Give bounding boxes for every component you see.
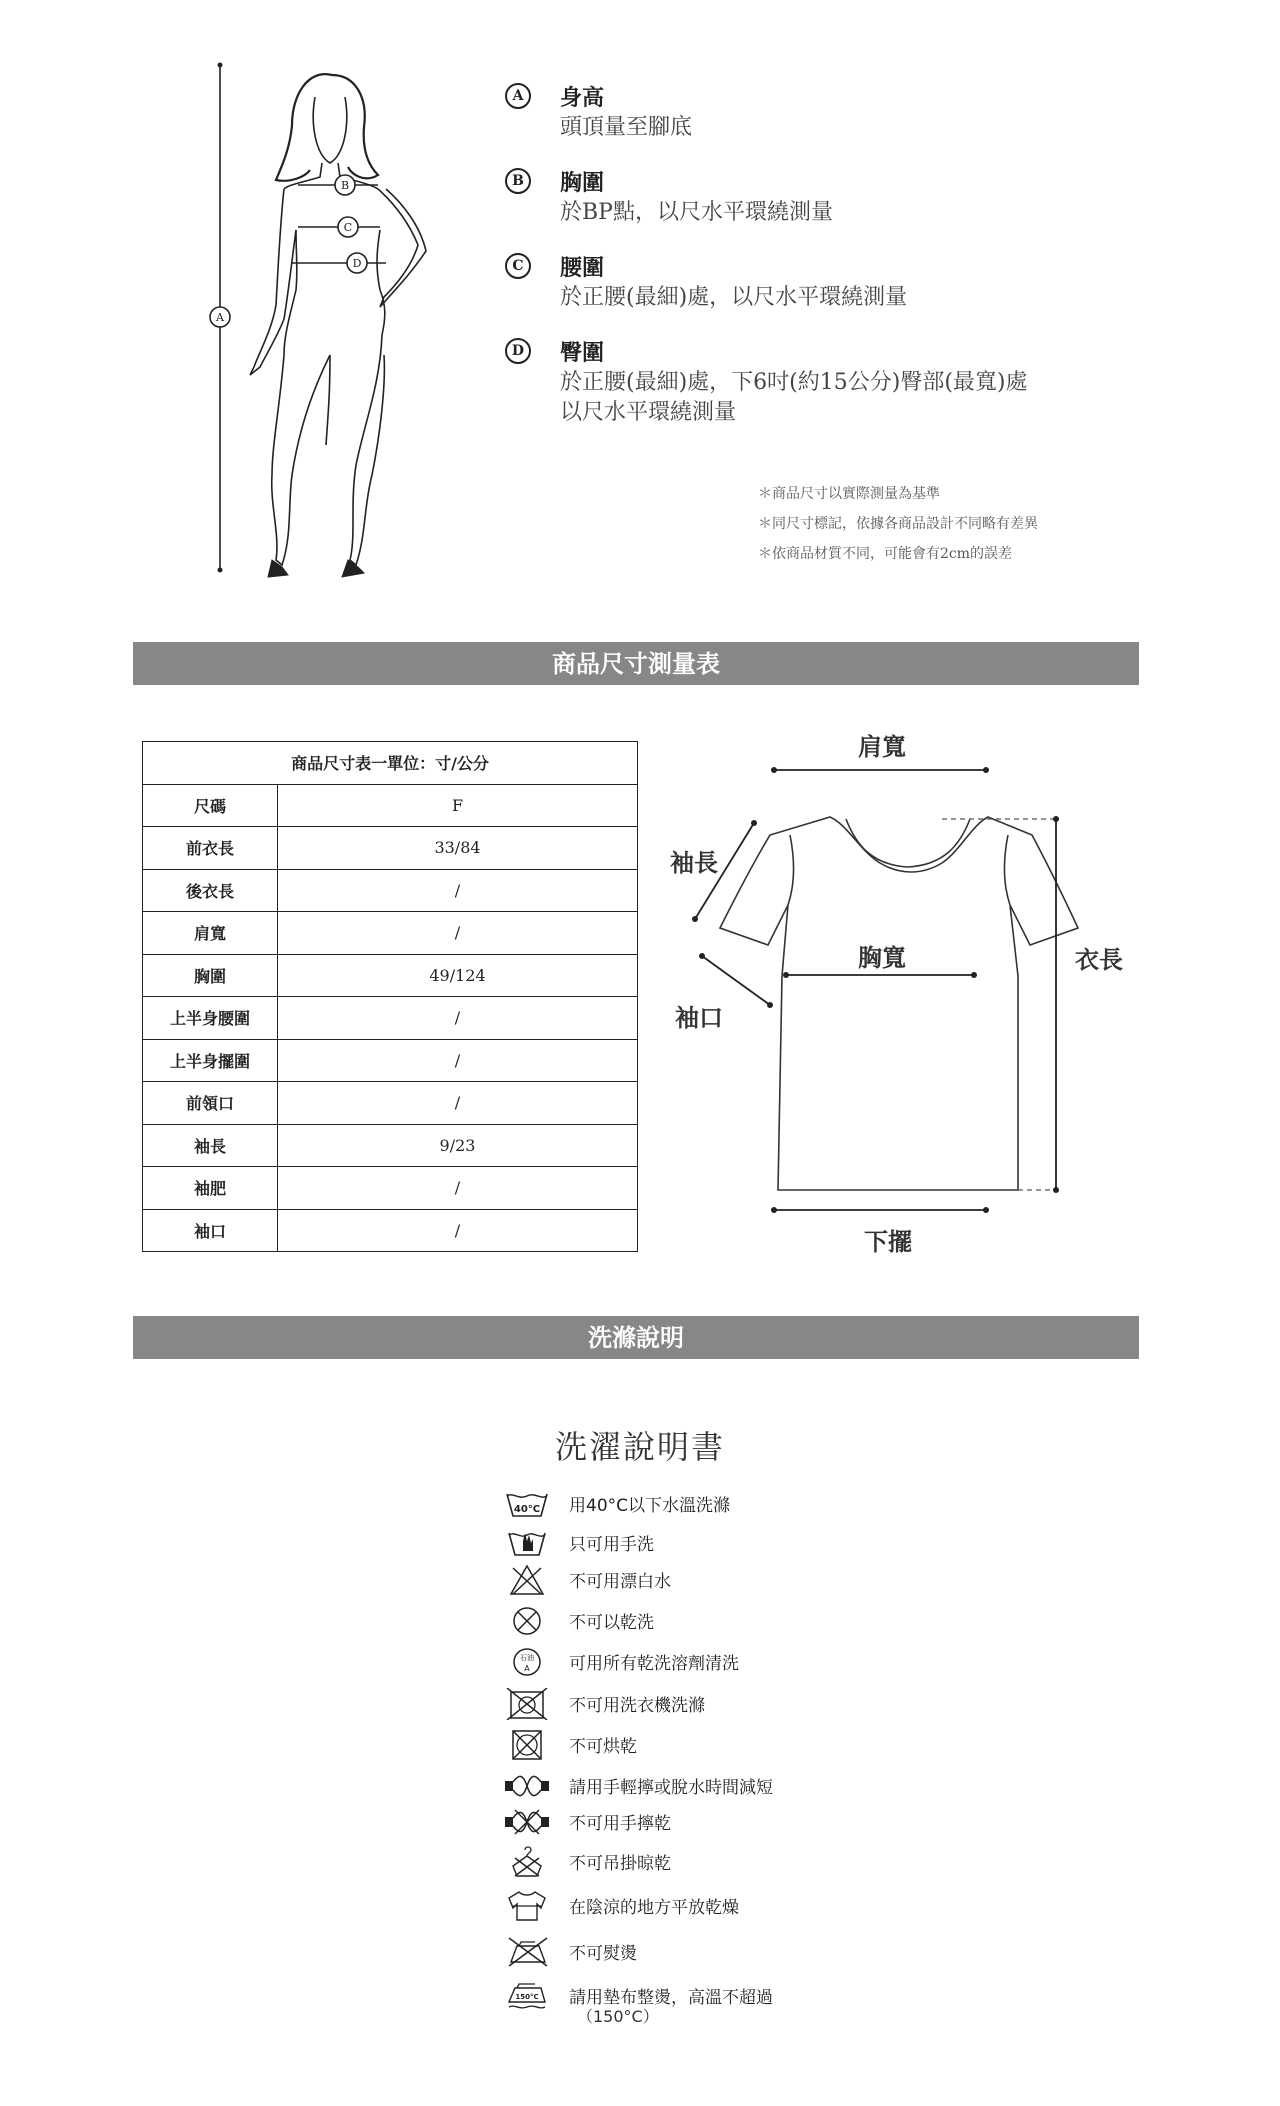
row-label: 尺碼 (143, 784, 278, 827)
row-value: / (278, 1039, 638, 1082)
label-hem: 下擺 (864, 1227, 912, 1256)
solvent-icon-grade: A (524, 1664, 530, 1673)
figure-mark-c: C (343, 221, 353, 234)
care-text: 不可用洗衣機洗滌 (569, 1696, 705, 1716)
note-size-variance: ＊同尺寸標記，依據各商品設計不同略有差異 (758, 516, 1038, 532)
table-row (143, 869, 638, 912)
iron-icon-text: 150°C (515, 1993, 539, 2001)
care-text: 請用墊布整燙，高溫不超過 (569, 1988, 773, 2008)
measure-title: 身高 (560, 85, 605, 111)
row-label: 前衣長 (143, 827, 278, 870)
row-label: 肩寬 (143, 912, 278, 955)
figure-mark-b: B (340, 179, 350, 192)
row-label: 袖長 (143, 1124, 278, 1167)
measure-desc: 於正腰(最細)處，下6吋(約15公分)臀部(最寬)處 (560, 370, 1028, 395)
size-section-bar: 商品尺寸測量表 (133, 642, 1139, 685)
dry-flat-shade-icon (505, 1890, 549, 1922)
size-table (142, 741, 638, 1252)
care-text: 在陰涼的地方平放乾燥 (569, 1898, 739, 1918)
table-row (143, 954, 638, 997)
row-label: 後衣長 (143, 869, 278, 912)
no-machine-wash-icon (505, 1688, 549, 1720)
row-value: 9/23 (278, 1124, 638, 1167)
row-value: 49/124 (278, 954, 638, 997)
care-text: 不可吊掛晾乾 (569, 1854, 671, 1874)
label-shoulder-width: 肩寬 (858, 732, 906, 761)
table-caption-row (143, 742, 638, 785)
hand-wash-icon (505, 1527, 549, 1559)
table-row (143, 1209, 638, 1252)
tshirt-measurement-diagram (660, 715, 1140, 1255)
table-row (143, 1039, 638, 1082)
wash-40-icon-text: 40°C (513, 1504, 541, 1515)
no-bleach-icon (505, 1564, 549, 1596)
wash-40-icon (505, 1488, 549, 1520)
badge-a: A (505, 83, 531, 109)
care-text: 可用所有乾洗溶劑清洗 (569, 1654, 739, 1674)
row-value: / (278, 1167, 638, 1210)
dry-clean-solvent-icon (505, 1646, 549, 1678)
measure-desc: 於BP點，以尺水平環繞測量 (560, 200, 833, 225)
row-label: 袖肥 (143, 1167, 278, 1210)
row-label: 上半身腰圍 (143, 997, 278, 1040)
no-dry-clean-icon (505, 1605, 549, 1637)
table-row (143, 784, 638, 827)
care-text: 不可以乾洗 (569, 1613, 654, 1633)
note-material-error: ＊依商品材質不同，可能會有2cm的誤差 (758, 546, 1013, 562)
row-label: 胸圍 (143, 954, 278, 997)
measure-desc-line2: 以尺水平環繞測量 (560, 400, 737, 425)
measure-title: 腰圍 (560, 255, 605, 281)
table-row (143, 1082, 638, 1125)
table-row (143, 827, 638, 870)
measure-desc: 於正腰(最細)處，以尺水平環繞測量 (560, 285, 908, 310)
row-value: / (278, 1209, 638, 1252)
solvent-icon-text: 石油 (520, 1654, 534, 1662)
badge-c: C (505, 253, 531, 279)
care-text: 不可用手擰乾 (569, 1814, 671, 1834)
care-text: 不可熨燙 (569, 1944, 637, 1964)
gentle-wring-icon (505, 1770, 549, 1802)
measure-desc: 頭頂量至腳底 (560, 115, 693, 140)
measure-title: 臀圍 (560, 340, 605, 366)
badge-b: B (505, 168, 531, 194)
no-wring-icon (505, 1806, 549, 1838)
care-text: 只可用手洗 (569, 1535, 654, 1555)
body-measurement-figure (180, 55, 480, 595)
badge-d: D (505, 338, 531, 364)
iron-cloth-150-icon (505, 1980, 549, 2012)
no-hang-dry-icon (505, 1846, 549, 1878)
no-iron-icon (505, 1936, 549, 1968)
row-value: / (278, 997, 638, 1040)
table-row (143, 912, 638, 955)
label-sleeve-length: 袖長 (670, 848, 718, 877)
note-measure-basis: ＊商品尺寸以實際測量為基準 (758, 486, 940, 502)
table-row (143, 997, 638, 1040)
table-row (143, 1124, 638, 1167)
care-text: 不可烘乾 (569, 1737, 637, 1757)
care-subtext: （150°C） (577, 2007, 659, 2026)
table-caption: 商品尺寸表一單位：寸/公分 (143, 742, 638, 785)
label-cuff: 袖口 (675, 1003, 723, 1032)
no-tumble-dry-icon (505, 1729, 549, 1761)
care-section-bar: 洗滌說明 (133, 1316, 1139, 1359)
care-text: 用40°C以下水溫洗滌 (569, 1496, 731, 1516)
row-value: / (278, 912, 638, 955)
figure-mark-a: A (216, 311, 224, 324)
row-value: / (278, 869, 638, 912)
care-text: 請用手輕擰或脫水時間減短 (569, 1778, 773, 1798)
measure-title: 胸圍 (560, 170, 605, 196)
label-body-length: 衣長 (1075, 945, 1123, 974)
row-label: 上半身擺圍 (143, 1039, 278, 1082)
row-value: / (278, 1082, 638, 1125)
row-value: F (278, 784, 638, 827)
figure-mark-d: D (352, 257, 362, 270)
row-value: 33/84 (278, 827, 638, 870)
care-text: 不可用漂白水 (569, 1572, 671, 1592)
row-label: 袖口 (143, 1209, 278, 1252)
row-label: 前領口 (143, 1082, 278, 1125)
care-heading: 洗濯說明書 (554, 1428, 725, 1466)
label-chest-width: 胸寬 (858, 943, 906, 972)
table-row (143, 1167, 638, 1210)
